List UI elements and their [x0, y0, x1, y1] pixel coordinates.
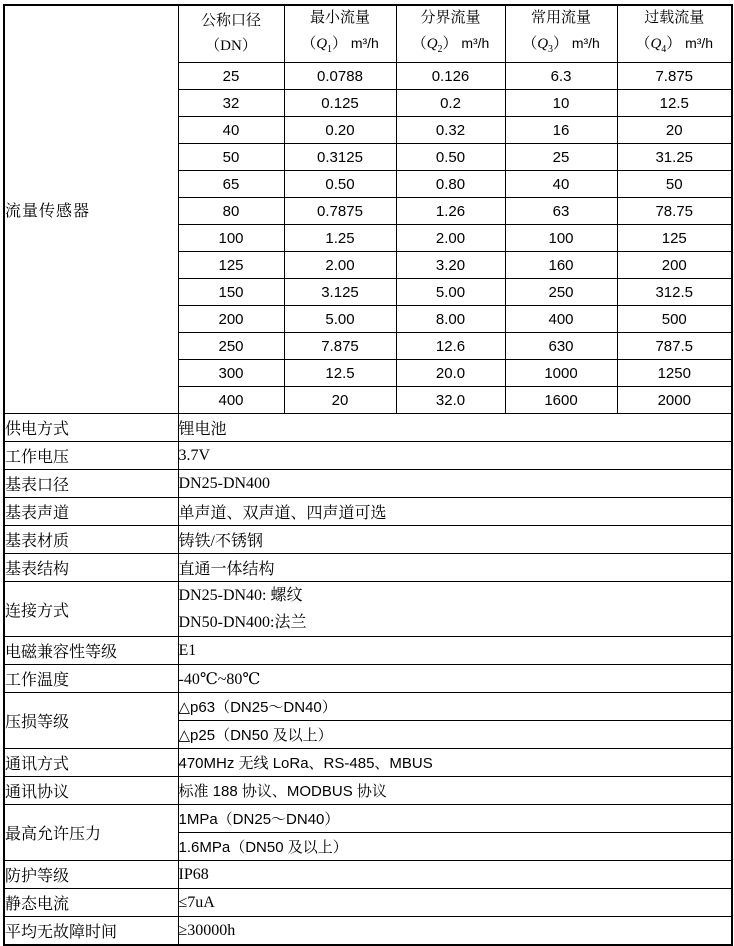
spec-value-cell: DN25-DN400	[178, 470, 732, 498]
spec-label-cell: 静态电流	[4, 889, 178, 917]
dn-cell: 100	[178, 225, 284, 252]
flow-symbol: Q	[316, 36, 328, 52]
column-header-flow-4	[617, 5, 732, 63]
flow-value-cell: 1250	[617, 360, 732, 387]
spec-value-cell: ≤7uA	[178, 889, 732, 917]
spec-row	[4, 693, 732, 721]
flow-unit: m³/h	[350, 35, 379, 51]
dn-cell: 150	[178, 279, 284, 306]
flow-symbol-subscript: 4	[661, 44, 667, 55]
spec-row	[4, 777, 732, 805]
flow-value-cell: 40	[505, 171, 617, 198]
flow-value-cell: 32.0	[396, 387, 505, 414]
header-title: 常用流量	[530, 10, 591, 26]
flow-symbol: Q	[650, 36, 662, 52]
flow-value-cell: 0.80	[396, 171, 505, 198]
flow-symbol-subscript: 3	[548, 44, 554, 55]
dn-cell: 32	[178, 90, 284, 117]
spec-value-cell: 直通一体结构	[178, 554, 732, 582]
spec-label-cell: 基表结构	[4, 554, 178, 582]
flow-value-cell: 200	[617, 252, 732, 279]
spec-value-line: DN50-DN400:法兰	[178, 614, 307, 631]
flow-unit: m³/h	[571, 35, 600, 51]
flow-value-cell: 5.00	[396, 279, 505, 306]
spec-label-cell: 连接方式	[4, 582, 178, 637]
flow-value-cell: 16	[505, 117, 617, 144]
dn-cell: 200	[178, 306, 284, 333]
dn-cell: 40	[178, 117, 284, 144]
column-header-flow-3	[505, 5, 617, 63]
dn-cell: 50	[178, 144, 284, 171]
spec-label-cell: 最高允许压力	[4, 805, 178, 861]
flow-value-cell: 0.3125	[284, 144, 396, 171]
spec-value-cell: 3.7V	[178, 442, 732, 470]
flow-symbol-subscript: 2	[437, 44, 443, 55]
flow-value-cell: 0.0788	[284, 63, 396, 90]
flow-value-cell: 0.50	[396, 144, 505, 171]
spec-label-cell: 平均无故障时间	[4, 917, 178, 946]
spec-value-cell: 1.6MPa（DN50 及以上）	[178, 833, 732, 861]
flow-value-cell: 250	[505, 279, 617, 306]
spec-label-cell: 基表材质	[4, 526, 178, 554]
spec-row	[4, 805, 732, 833]
spec-label-cell: 通讯协议	[4, 777, 178, 805]
flow-value-cell: 1.26	[396, 198, 505, 225]
flow-value-cell: 1.25	[284, 225, 396, 252]
flow-value-cell: 10	[505, 90, 617, 117]
flow-value-cell: 1000	[505, 360, 617, 387]
flow-sensor-section-label-cell: 流量传感器	[4, 5, 178, 414]
dn-cell: 125	[178, 252, 284, 279]
spec-label-cell: 工作电压	[4, 442, 178, 470]
flow-value-cell: 100	[505, 225, 617, 252]
flow-value-cell: 312.5	[617, 279, 732, 306]
spec-row	[4, 554, 732, 582]
spec-label-cell: 电磁兼容性等级	[4, 637, 178, 665]
flow-value-cell: 400	[505, 306, 617, 333]
spec-value-cell: 470MHz 无线 LoRa、RS-485、MBUS	[178, 749, 732, 777]
flow-value-cell: 125	[617, 225, 732, 252]
spec-value-cell	[178, 582, 732, 637]
spec-row	[4, 889, 732, 917]
spec-row	[4, 861, 732, 889]
dn-cell: 80	[178, 198, 284, 225]
spec-label-cell: 压损等级	[4, 693, 178, 749]
flow-value-cell: 12.6	[396, 333, 505, 360]
column-header-flow-2	[396, 5, 505, 63]
flow-value-cell: 0.32	[396, 117, 505, 144]
spec-row	[4, 498, 732, 526]
dn-cell: 300	[178, 360, 284, 387]
flow-value-cell: 787.5	[617, 333, 732, 360]
spec-row	[4, 749, 732, 777]
flow-value-cell: 6.3	[505, 63, 617, 90]
dn-cell: 65	[178, 171, 284, 198]
spec-row	[4, 526, 732, 554]
spec-value-cell: 铸铁/不锈钢	[178, 526, 732, 554]
flow-value-cell: 5.00	[284, 306, 396, 333]
flow-value-cell: 630	[505, 333, 617, 360]
flow-value-cell: 0.126	[396, 63, 505, 90]
header-symbol-unit: $(Q_3)$ m³/h	[522, 35, 600, 55]
spec-label-cell: 工作温度	[4, 665, 178, 693]
flow-symbol-subscript: 1	[327, 44, 333, 55]
spec-row	[4, 637, 732, 665]
header-title: 分界流量	[420, 10, 481, 26]
spec-row	[4, 665, 732, 693]
spec-value-cell: -40℃~80℃	[178, 665, 732, 693]
spec-value-cell: △p25（DN50 及以上）	[178, 721, 732, 749]
spec-row	[4, 442, 732, 470]
flow-value-cell: 0.7875	[284, 198, 396, 225]
spec-row	[4, 470, 732, 498]
spec-value-cell: 单声道、双声道、四声道可选	[178, 498, 732, 526]
flow-value-cell: 50	[617, 171, 732, 198]
flow-value-cell: 31.25	[617, 144, 732, 171]
spec-row	[4, 582, 732, 637]
flow-value-cell: 20	[284, 387, 396, 414]
spec-row	[4, 414, 732, 442]
flow-value-cell: 0.2	[396, 90, 505, 117]
product-spec-table	[3, 4, 733, 946]
flow-value-cell: 160	[505, 252, 617, 279]
flow-value-cell: 1600	[505, 387, 617, 414]
header-symbol-unit: $(Q_4)$ m³/h	[635, 35, 714, 55]
flow-symbol: Q	[537, 36, 549, 52]
flow-value-cell: 500	[617, 306, 732, 333]
header-symbol-unit: $(Q_1)$ m³/h	[301, 35, 379, 55]
flow-value-cell: 2000	[617, 387, 732, 414]
flow-value-cell: 7.875	[617, 63, 732, 90]
spec-value-cell: E1	[178, 637, 732, 665]
flow-unit: m³/h	[461, 35, 490, 51]
flow-value-cell: 78.75	[617, 198, 732, 225]
spec-label-cell: 供电方式	[4, 414, 178, 442]
header-title: 过载流量	[644, 10, 705, 26]
flow-value-cell: 63	[505, 198, 617, 225]
spec-value-cell: 标准 188 协议、MODBUS 协议	[178, 777, 732, 805]
flow-value-cell: 2.00	[284, 252, 396, 279]
flow-unit: m³/h	[685, 35, 714, 51]
dn-cell: 400	[178, 387, 284, 414]
spec-value-cell: IP68	[178, 861, 732, 889]
flow-symbol: Q	[426, 36, 438, 52]
spec-value-cell: 锂电池	[178, 414, 732, 442]
flow-value-cell: 0.20	[284, 117, 396, 144]
flow-value-cell: 12.5	[617, 90, 732, 117]
spec-label-cell: 防护等级	[4, 861, 178, 889]
flow-value-cell: 8.00	[396, 306, 505, 333]
spec-label-cell: 通讯方式	[4, 749, 178, 777]
flow-value-cell: 7.875	[284, 333, 396, 360]
column-header-nominal-diameter	[178, 5, 284, 63]
header-title: 公称口径	[200, 13, 261, 29]
spec-value-cell: △p63（DN25～DN40）	[178, 693, 732, 721]
spec-value-cell: ≥30000h	[178, 917, 732, 946]
flow-value-cell: 20	[617, 117, 732, 144]
header-title: 最小流量	[309, 10, 370, 26]
spec-value-line: DN25-DN40: 螺纹	[178, 587, 303, 604]
flow-value-cell: 0.50	[284, 171, 396, 198]
flow-header-row	[4, 5, 732, 63]
flow-value-cell: 3.125	[284, 279, 396, 306]
flow-value-cell: 2.00	[396, 225, 505, 252]
header-symbol-unit: $(Q_2)$ m³/h	[411, 35, 490, 55]
spec-row	[4, 917, 732, 946]
flow-value-cell: 0.125	[284, 90, 396, 117]
header-unit: （DN）	[205, 38, 257, 54]
dn-cell: 25	[178, 63, 284, 90]
dn-cell: 250	[178, 333, 284, 360]
flow-value-cell: 25	[505, 144, 617, 171]
column-header-flow-1	[284, 5, 396, 63]
spec-label-cell: 基表口径	[4, 470, 178, 498]
spec-label-cell: 基表声道	[4, 498, 178, 526]
flow-value-cell: 3.20	[396, 252, 505, 279]
flow-value-cell: 20.0	[396, 360, 505, 387]
spec-value-cell: 1MPa（DN25～DN40）	[178, 805, 732, 833]
flow-value-cell: 12.5	[284, 360, 396, 387]
